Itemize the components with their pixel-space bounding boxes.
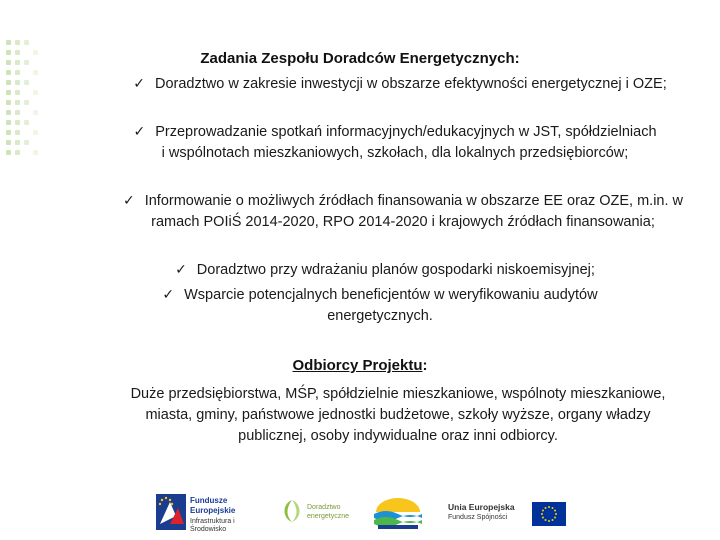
recipients-heading-colon: : bbox=[422, 357, 428, 374]
eu-star bbox=[555, 513, 557, 515]
title-text: Zadania Zespołu Doradców Energetycznych bbox=[200, 50, 515, 67]
fe-emblem-icon bbox=[156, 494, 186, 530]
decorative-dot bbox=[33, 110, 38, 115]
page-title bbox=[0, 50, 720, 67]
decorative-dot bbox=[24, 80, 29, 85]
checkmark-icon: ✓ bbox=[122, 192, 135, 208]
task-text: Informowanie o możliwych źródłach finansowania w obszarze EE oraz OZE, m.in. w ramach POIiŚ 2014-2020, RPO 2014-2020 i krajowych źródłach finansowania; bbox=[144, 193, 684, 230]
checkmark-icon: ✓ bbox=[133, 75, 145, 91]
decorative-dot bbox=[15, 110, 20, 115]
decorative-dot bbox=[24, 140, 29, 145]
ue-line2: Fundusz Spójności bbox=[448, 514, 508, 521]
task-item-1 bbox=[110, 73, 690, 95]
task-item-4 bbox=[140, 259, 630, 281]
eu-star bbox=[542, 510, 544, 512]
wave-sun-logo bbox=[370, 490, 430, 534]
decorative-dot bbox=[6, 90, 11, 95]
decorative-dot bbox=[15, 40, 20, 45]
decorative-dot bbox=[6, 100, 11, 105]
eu-star bbox=[545, 507, 547, 509]
decorative-dot bbox=[33, 130, 38, 135]
eu-star bbox=[552, 507, 554, 509]
eu-star bbox=[542, 517, 544, 519]
eu-star bbox=[548, 520, 550, 522]
checkmark-icon: ✓ bbox=[133, 123, 146, 139]
decorative-dot bbox=[15, 120, 20, 125]
decorative-dot bbox=[6, 80, 11, 85]
checkmark-icon: ✓ bbox=[175, 261, 187, 277]
fe-line2: Europejskie bbox=[190, 506, 236, 515]
eu-star bbox=[552, 519, 554, 521]
fe-line3: Infrastruktura i Środowisko bbox=[190, 518, 235, 533]
fe-line1: Fundusze bbox=[190, 496, 228, 505]
decorative-dot bbox=[24, 120, 29, 125]
doradztwo-energetyczne-logo bbox=[280, 490, 360, 534]
eu-star bbox=[554, 510, 556, 512]
sun-wave-icon bbox=[370, 492, 426, 532]
ue-line1: Unia Europejska bbox=[448, 502, 515, 512]
decorative-dot bbox=[15, 150, 20, 155]
decorative-dot bbox=[24, 40, 29, 45]
task-text: Wsparcie potencjalnych beneficjentów w weryfikowaniu audytów energetycznych. bbox=[184, 287, 598, 324]
task-item-2 bbox=[130, 121, 660, 164]
footer-logos bbox=[130, 490, 590, 534]
task-item-3 bbox=[108, 190, 698, 233]
decorative-dot bbox=[33, 90, 38, 95]
eu-star bbox=[548, 506, 550, 508]
decorative-dot bbox=[33, 70, 38, 75]
decorative-dot bbox=[15, 80, 20, 85]
eu-flag-icon bbox=[532, 502, 566, 526]
decorative-dot bbox=[6, 110, 11, 115]
task-text: Doradztwo przy wdrażaniu planów gospodarki niskoemisyjnej; bbox=[196, 262, 595, 278]
decorative-dot bbox=[6, 130, 11, 135]
decorative-dot bbox=[15, 90, 20, 95]
title-colon: : bbox=[514, 50, 520, 67]
decorative-dot bbox=[33, 150, 38, 155]
task-item-5 bbox=[110, 284, 650, 327]
unia-europejska-logo bbox=[448, 490, 588, 534]
task-text: Przeprowadzanie spotkań informacyjnych/edukacyjnych w JST, spółdzielniach i wspólnotach mieszkaniowych, szkołach, dla lokalnych przedsiębiorców; bbox=[155, 124, 657, 161]
decorative-dot bbox=[15, 130, 20, 135]
decorative-dot bbox=[24, 100, 29, 105]
decorative-dot bbox=[6, 120, 11, 125]
eu-star bbox=[541, 513, 543, 515]
doradztwo-line2: energetyczne bbox=[307, 513, 350, 520]
task-text: Doradztwo w zakresie inwestycji w obszarze efektywności energetycznej i OZE; bbox=[155, 76, 667, 92]
decorative-dot bbox=[6, 70, 11, 75]
decorative-dot bbox=[15, 100, 20, 105]
decorative-dot bbox=[6, 140, 11, 145]
decorative-dot bbox=[6, 40, 11, 45]
leaf-swirl-icon bbox=[280, 498, 304, 524]
recipients-heading bbox=[0, 357, 720, 374]
eu-star bbox=[554, 517, 556, 519]
decorative-dot bbox=[15, 70, 20, 75]
decorative-dot bbox=[6, 150, 11, 155]
decorative-dot bbox=[15, 140, 20, 145]
checkmark-icon: ✓ bbox=[162, 286, 175, 302]
eu-star bbox=[545, 519, 547, 521]
recipients-text: Duże przedsiębiorstwa, MŚP, spółdzielnie mieszkaniowe, wspólnoty mieszkaniowe, miasta, gminy, państwowe jednostki budżetowe, szkoły wyższe, organy władzy publicznej, osoby indywidualne oraz inni odbiorcy. bbox=[130, 386, 666, 444]
fundusze-europejskie-logo bbox=[156, 490, 266, 534]
doradztwo-line1: Doradztwo bbox=[307, 504, 341, 511]
recipients-heading-text: Odbiorcy Projektu bbox=[292, 357, 423, 374]
